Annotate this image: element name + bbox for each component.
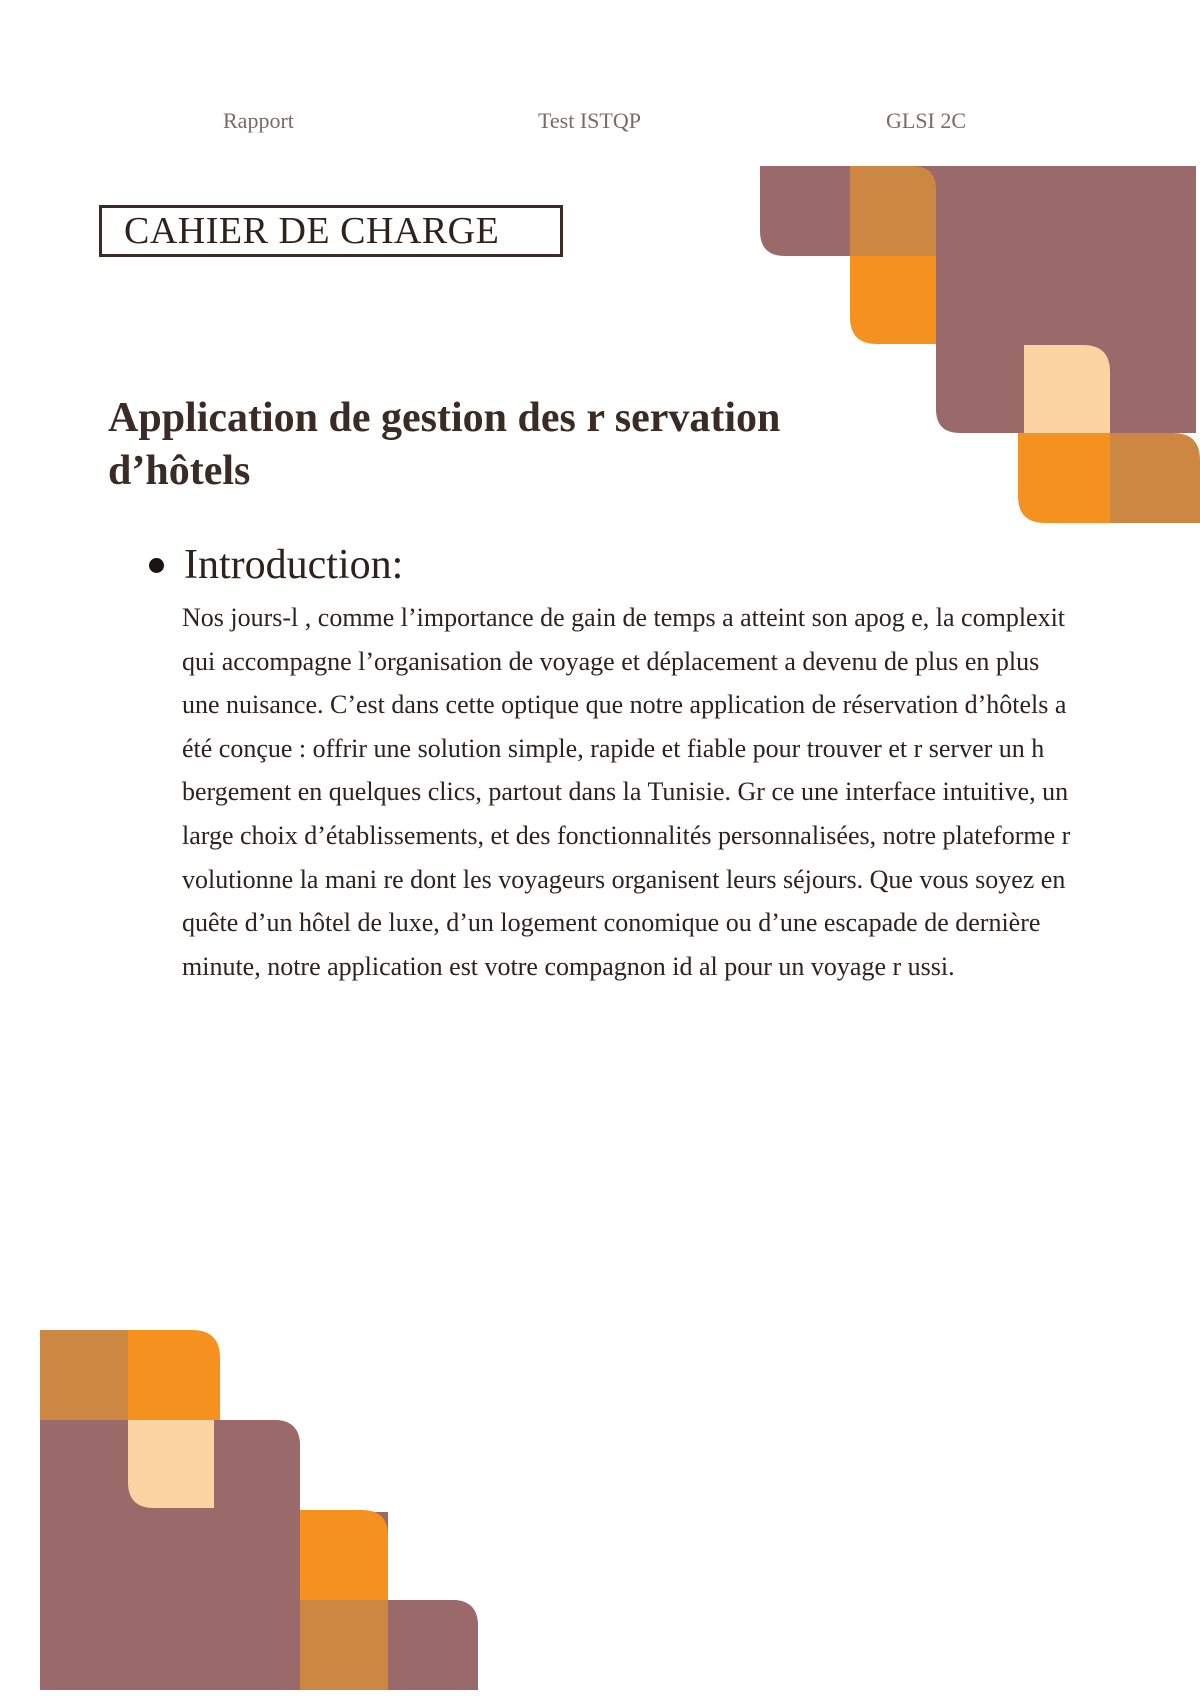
introduction-section — [145, 540, 1085, 988]
mauve-tab-bottom — [388, 1600, 478, 1690]
bottom-left-shapes — [40, 1330, 478, 1690]
main-title: Application de gestion des r servation d’hôtels — [108, 395, 781, 494]
section-heading-text: Introduction: — [184, 542, 404, 588]
header-center: Test ISTQP — [538, 108, 641, 133]
ochre-block-bottom-2 — [300, 1600, 388, 1690]
ochre-block — [850, 166, 936, 256]
orange-block-bottom — [128, 1330, 220, 1420]
document-type-title: CAHIER DE CHARGE — [124, 210, 500, 252]
header-left: Rapport — [223, 108, 294, 133]
mauve-column — [936, 256, 1024, 433]
orange-block-bottom-2 — [300, 1510, 388, 1600]
peach-block-bottom — [128, 1420, 214, 1508]
header-right: GLSI 2C — [886, 108, 967, 133]
mauve-block-bottom-2 — [214, 1420, 300, 1690]
introduction-paragraph: Nos jours-l , comme l’importance de gain de temps a atteint son apog e, la complexit qui accompagne l’organisation de voyage et déplacement a devenu de plus en plus une nuisance. C’est dans cette optique que notre application de réservation d’hôtels a été conçue : offrir une solution simple, rapide et fiable pour trouver et r server un h bergement en quelques clics, partout dans la Tunisie. Gr ce une interface intuitive, un large choix d’établissements, et des fonctionnalités personnalisées, notre plateforme r volutionne la mani re dont les voyageurs organisent leurs séjours. Que vous soyez en quête d’un hôtel de luxe, d’un logement conomique ou d’une escapade de dernière minute, notre application est votre compagnon id al pour un voyage r ussi. — [182, 603, 1071, 981]
section-heading — [145, 540, 1085, 590]
ochre-block-2 — [1110, 433, 1200, 523]
peach-block — [1024, 345, 1110, 433]
ochre-block-bottom — [40, 1330, 128, 1420]
bullet-icon — [149, 558, 164, 573]
document-type-box — [99, 205, 563, 257]
mauve-tab — [760, 166, 850, 256]
orange-block — [850, 256, 936, 344]
orange-block-2 — [1018, 433, 1110, 523]
